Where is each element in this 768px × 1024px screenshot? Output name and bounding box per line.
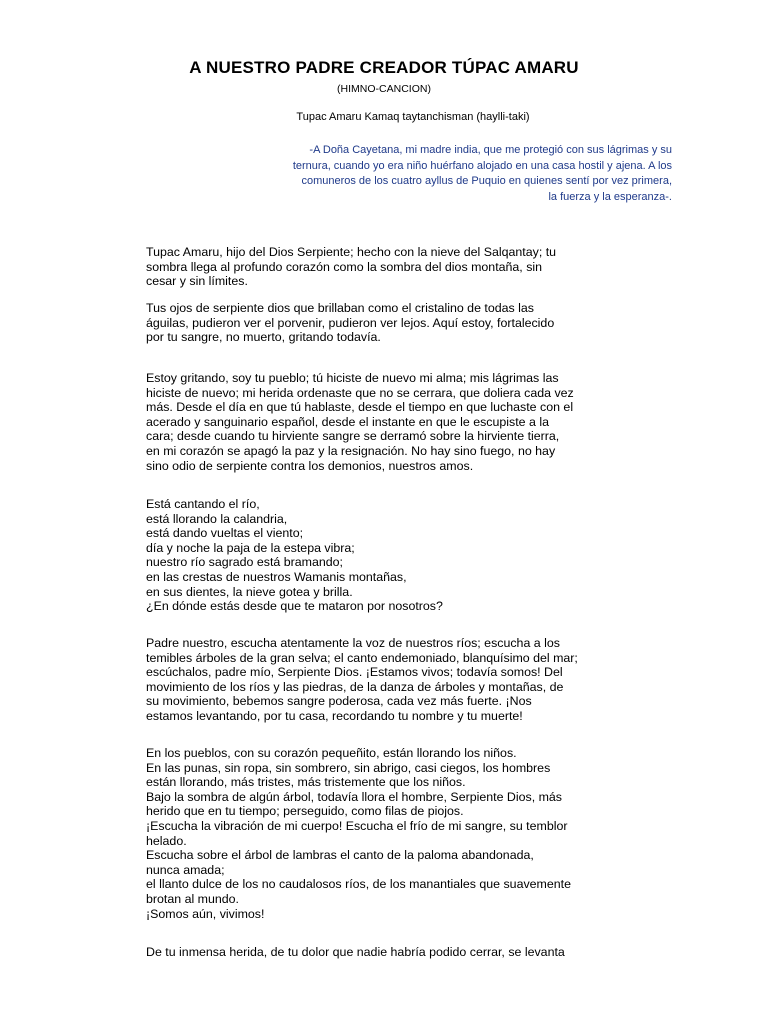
text-line: En las punas, sin ropa, sin sombrero, sin abrigo, casi ciegos, los hombres: [146, 760, 551, 775]
text-line: por tu sangre, no muerto, gritando todavía.: [146, 330, 381, 345]
text-line: sombra llega al profundo corazón como la sombra del dios montaña, sin: [146, 259, 543, 274]
paragraph-6: [146, 746, 606, 921]
text-line: el llanto dulce de los no caudalosos ríos, de los manantiales que suavemente: [146, 877, 571, 892]
verse-line: Está cantando el río,: [146, 497, 260, 511]
text-line: herido que en tu tiempo; perseguido, como filas de piojos.: [146, 804, 464, 819]
text-line: helado.: [146, 833, 187, 848]
dedication-line: comuneros de los cuatro ayllus de Puquio en quienes sentí por vez primera,: [301, 175, 672, 187]
text-line: más. Desde el día en que tú hablaste, desde el tiempo en que luchaste con el: [146, 400, 574, 415]
verse-line: en las crestas de nuestros Wamanis montañas,: [146, 569, 407, 584]
text-line: Escucha sobre el árbol de lambras el canto de la paloma abandonada,: [146, 848, 534, 863]
text-line: De tu inmensa herida, de tu dolor que nadie habría podido cerrar, se levanta: [146, 945, 565, 959]
text-line: están llorando, más tristes, más tristemente que los niños.: [146, 775, 466, 790]
text-line: nunca amada;: [146, 862, 225, 877]
text-line: hiciste de nuevo; mi herida ordenaste que no se cerrara, que doliera cada vez: [146, 385, 574, 400]
verse-line: está dando vueltas el viento;: [146, 526, 304, 541]
dedication-line: -A Doña Cayetana, mi madre india, que me protegió con sus lágrimas y su: [309, 144, 672, 156]
text-line: Padre nuestro, escucha atentamente la voz de nuestros ríos; escucha a los: [146, 636, 560, 650]
text-line: ¡Somos aún, vivimos!: [146, 906, 265, 921]
verse-line: en sus dientes, la nieve gotea y brilla.: [146, 584, 353, 599]
document-title: A NUESTRO PADRE CREADOR TÚPAC AMARU: [189, 58, 579, 77]
text-line: águilas, pudieron ver el porvenir, pudieron ver lejos. Aquí estoy, fortalecido: [146, 315, 555, 330]
quechua-title: Tupac Amaru Kamaq taytanchisman (haylli-taki): [296, 111, 530, 123]
verse-line: día y noche la paja de la estepa vibra;: [146, 540, 355, 555]
verse-line: nuestro río sagrado está bramando;: [146, 555, 343, 570]
text-line: cesar y sin límites.: [146, 274, 248, 289]
text-line: sino odio de serpiente contra los demonios, nuestros amos.: [146, 458, 474, 473]
text-line: su movimiento, bebemos sangre poderosa, cada vez más fuerte. ¡Nos: [146, 694, 532, 709]
text-line: brotan al mundo.: [146, 891, 239, 906]
dedication: [242, 143, 672, 205]
paragraph-2: [146, 301, 606, 345]
paragraph-7: [146, 945, 606, 960]
paragraph-3: [146, 371, 606, 473]
text-line: Bajo la sombra de algún árbol, todavía llora el hombre, Serpiente Dios, más: [146, 789, 562, 804]
text-line: En los pueblos, con su corazón pequeñito, están llorando los niños.: [146, 746, 517, 760]
verse-line: está llorando la calandria,: [146, 511, 288, 526]
text-line: temibles árboles de la gran selva; el canto endemoniado, blanquísimo del mar;: [146, 650, 578, 665]
document-subtitle: (HIMNO-CANCION): [337, 83, 431, 95]
paragraph-1: [146, 245, 606, 289]
text-line: Tus ojos de serpiente dios que brillaban como el cristalino de todas las: [146, 301, 534, 315]
text-line: estamos levantando, por tu casa, recordando tu nombre y tu muerte!: [146, 708, 523, 723]
verse-line: ¿En dónde estás desde que te mataron por nosotros?: [146, 599, 443, 614]
text-line: en mi corazón se apagó la paz y la resignación. No hay sino fuego, no hay: [146, 443, 556, 458]
text-line: ¡Escucha la vibración de mi cuerpo! Escucha el frío de mi sangre, su temblor: [146, 818, 568, 833]
text-line: Tupac Amaru, hijo del Dios Serpiente; hecho con la nieve del Salqantay; tu: [146, 245, 557, 259]
paragraph-5: [146, 636, 606, 724]
dedication-line: la fuerza y la esperanza-.: [548, 190, 672, 203]
text-line: escúchalos, padre mío, Serpiente Dios. ¡Estamos vivos; todavía somos! Del: [146, 665, 563, 680]
text-line: acerado y sanguinario español, desde el instante en que le escupiste a la: [146, 414, 549, 429]
text-line: cara; desde cuando tu hirviente sangre se derramó sobre la hirviente tierra,: [146, 429, 560, 444]
text-line: movimiento de los ríos y las piedras, de la danza de árboles y montañas, de: [146, 679, 564, 694]
dedication-line: ternura, cuando yo era niño huérfano alojado en una casa hostil y ajena. A los: [292, 159, 672, 172]
text-line: Estoy gritando, soy tu pueblo; tú hiciste de nuevo mi alma; mis lágrimas las: [146, 371, 559, 385]
paragraph-4-verse: [146, 497, 606, 614]
